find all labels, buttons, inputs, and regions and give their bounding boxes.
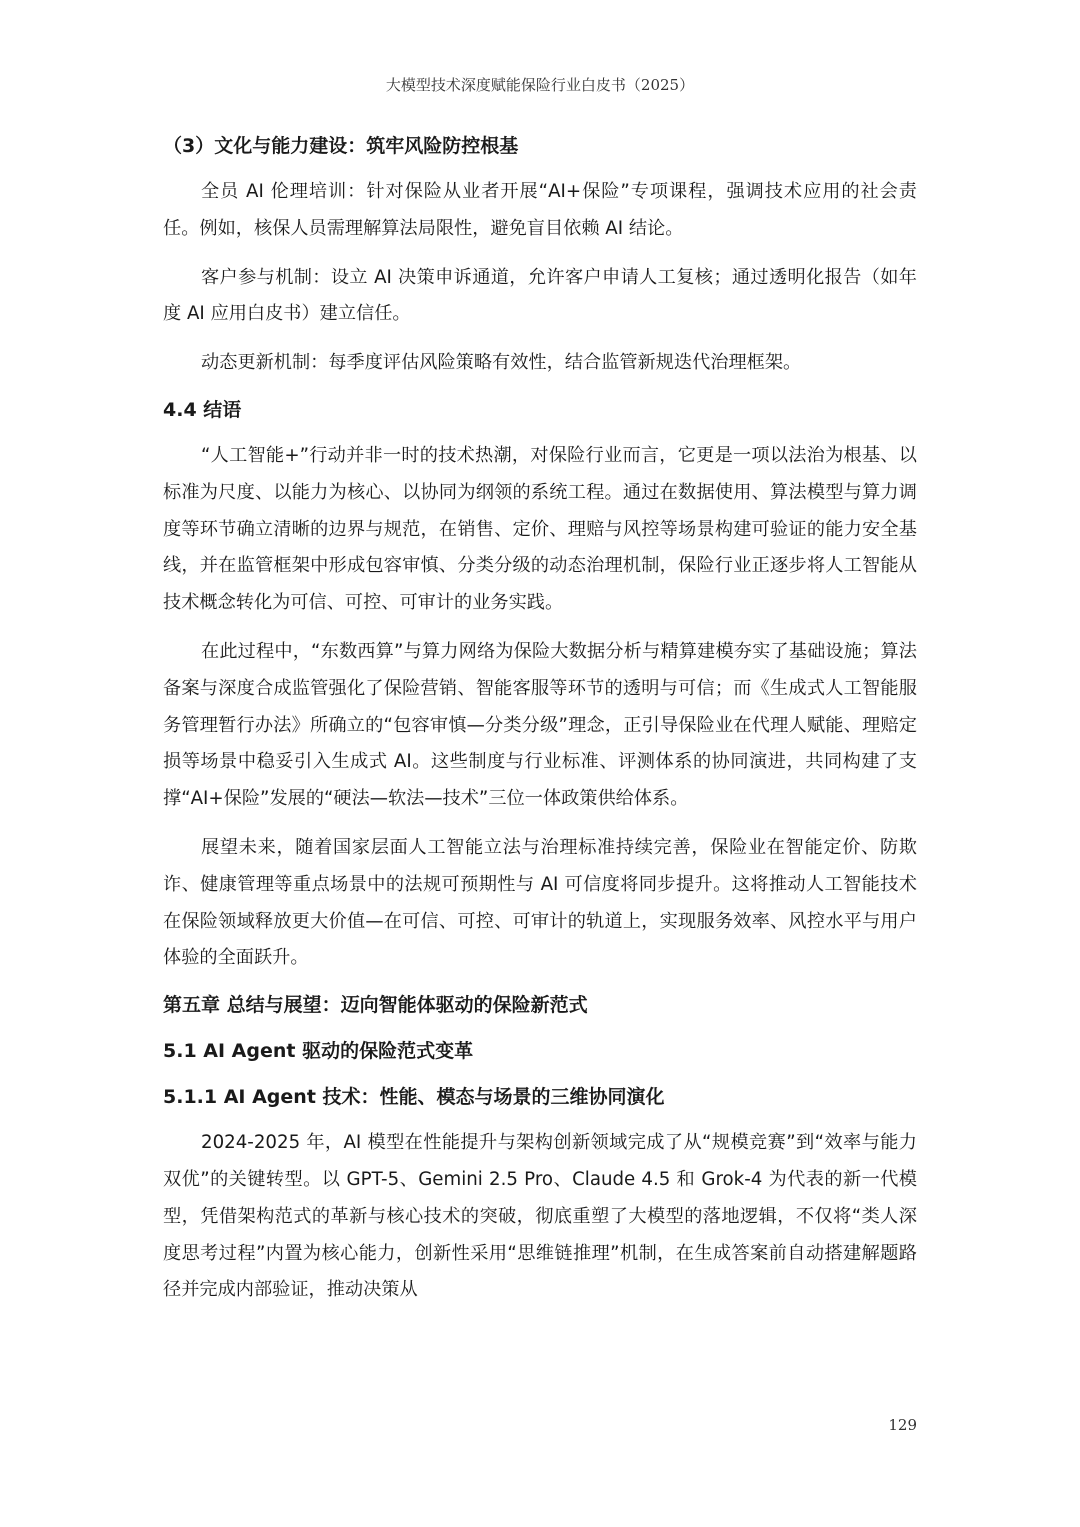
section-heading-5-1-1: 5.1.1 AI Agent 技术：性能、模态与场景的三维协同演化 <box>163 1086 665 1109</box>
section-heading-3: （3）文化与能力建设：筑牢风险防控根基 <box>163 135 519 157</box>
section-heading-4-4: 4.4 结语 <box>163 398 242 421</box>
page-body <box>163 128 917 1309</box>
paragraph-customer-participation: 客户参与机制：设立 AI 决策申诉通道，允许客户申请人工复核；通过透明化报告（如年度 AI 应用白皮书）建立信任。 <box>163 266 917 325</box>
running-header: 大模型技术深度赋能保险行业白皮书（2025） <box>385 76 695 94</box>
paragraph-conclusion-1: “人工智能+”行动并非一时的技术热潮，对保险行业而言，它更是一项以法治为根基、以标准为尺度、以能力为核心、以协同为纲领的系统工程。通过在数据使用、算法模型与算力调度等环节确立清晰的边界与规范，在销售、定价、理赔与风控等场景构建可验证的能力安全基线，并在监管框架中形成包容审慎、分类分级的动态治理机制，保险行业正逐步将人工智能从技术概念转化为可信、可控、可审计的业务实践。 <box>163 444 917 614</box>
paragraph-conclusion-2: 在此过程中，“东数西算”与算力网络为保险大数据分析与精算建模夯实了基础设施；算法备案与深度合成监管强化了保险营销、智能客服等环节的透明与可信；而《生成式人工智能服务管理暂行办法》所确立的“包容审慎—分类分级”理念，正引导保险业在代理人赋能、理赔定损等场景中稳妥引入生成式 AI。这些制度与行业标准、评测体系的协同演进，共同构建了支撑“AI+保险”发展的“硬法—软法—技术”三位一体政策供给体系。 <box>163 640 917 810</box>
section-heading-5-1: 5.1 AI Agent 驱动的保险范式变革 <box>163 1040 474 1063</box>
paragraph-conclusion-3: 展望未来，随着国家层面人工智能立法与治理标准持续完善，保险业在智能定价、防欺诈、健康管理等重点场景中的法规可预期性与 AI 可信度将同步提升。这将推动人工智能技术在保险领域释放更大价值—在可信、可控、可审计的轨道上，实现服务效率、风控水平与用户体验的全面跃升。 <box>163 836 917 969</box>
paragraph-dynamic-update: 动态更新机制：每季度评估风险策略有效性，结合监管新规迭代治理框架。 <box>201 352 802 374</box>
page-number: 129 <box>888 1416 917 1434</box>
paragraph-ai-agent-tech: 2024-2025 年，AI 模型在性能提升与架构创新领域完成了从“规模竞赛”到“效率与能力双优”的关键转型。以 GPT-5、Gemini 2.5 Pro、Claude 4.5 和 Grok-4 为代表的新一代模型，凭借架构范式的革新与核心技术的突破，彻底重塑了大模型的落地逻辑，不仅将“类人深度思考过程”内置为核心能力，创新性采用“思维链推理”机制，在生成答案前自动搭建解题路径并完成内部验证，推动决策从 <box>163 1132 917 1301</box>
chapter-heading-5: 第五章 总结与展望：迈向智能体驱动的保险新范式 <box>163 994 588 1017</box>
paragraph-ai-ethics-training: 全员 AI 伦理培训：针对保险从业者开展“AI+保险”专项课程，强调技术应用的社会责任。例如，核保人员需理解算法局限性，避免盲目依赖 AI 结论。 <box>163 181 917 239</box>
